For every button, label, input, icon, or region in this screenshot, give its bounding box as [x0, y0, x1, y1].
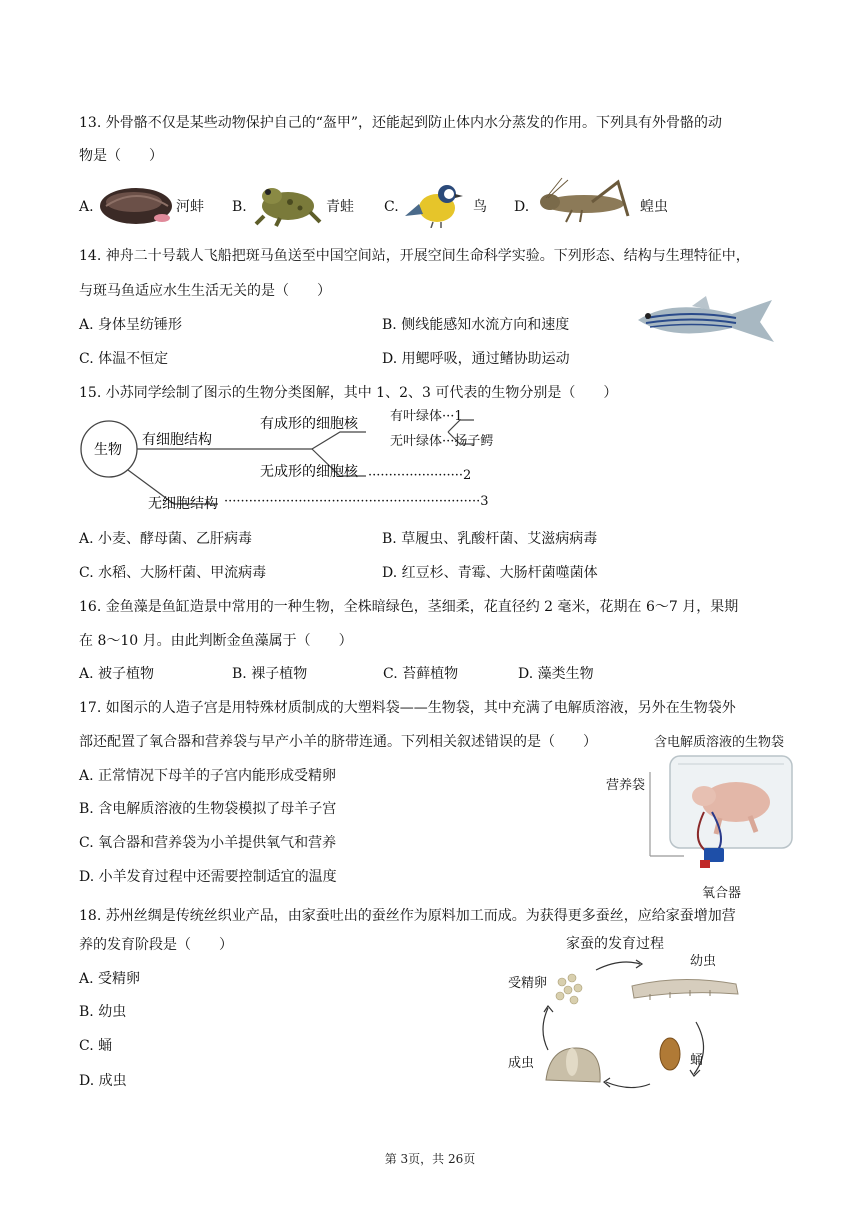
zebrafish-icon — [632, 292, 778, 346]
q18-option-c: C. 蛹 — [79, 1038, 113, 1054]
q18-option-b: B. 幼虫 — [79, 1004, 127, 1020]
q17-option-d: D. 小羊发育过程中还需要控制适宜的温度 — [79, 869, 337, 885]
q13-stem-line2: 物是（ ） — [79, 148, 163, 164]
q15-option-b: B. 草履虫、乳酸杆菌、艾滋病病毒 — [382, 531, 598, 547]
q13-option-c-text: 鸟 — [473, 199, 487, 215]
diagram-cellular: 有细胞结构 — [142, 432, 212, 448]
q16-option-d: D. 藻类生物 — [518, 666, 594, 682]
q15-option-d: D. 红豆杉、青霉、大肠杆菌噬菌体 — [382, 565, 598, 581]
diagram-chloro-label: 有叶绿体 — [390, 409, 443, 424]
bird-icon — [403, 178, 469, 228]
q17-oxygenator-label: 氧合器 — [702, 886, 742, 901]
q17-nutrient-label: 营养袋 — [606, 778, 646, 793]
q18-option-d: D. 成虫 — [79, 1073, 127, 1089]
q13-option-c-letter: C. — [384, 199, 399, 215]
silkworm-lifecycle-figure — [500, 950, 760, 1100]
diagram-root: 生物 — [94, 442, 122, 458]
q18-pupa-label: 蛹 — [690, 1053, 704, 1068]
q14-option-d: D. 用鳃呼吸，通过鳍协助运动 — [382, 351, 570, 367]
diagram-no-chloro-example: 扬子鳄 — [454, 434, 494, 449]
diagram-n3: 3 — [480, 494, 489, 509]
diagram-n2: 2 — [463, 468, 472, 483]
q16-option-b: B. 裸子植物 — [232, 666, 308, 682]
diagram-chloro: 有叶绿体···1 — [390, 409, 463, 424]
q18-figure-title: 家蚕的发育过程 — [566, 936, 664, 952]
q15-stem-line1: 15. 小苏同学绘制了图示的生物分类图解，其中 1、2、3 可代表的生物分别是（ ） — [79, 385, 618, 401]
q14-option-b: B. 侧线能感知水流方向和速度 — [382, 317, 570, 333]
q16-option-a: A. 被子植物 — [79, 666, 155, 682]
diagram-no-chloro-label: 无叶绿体 — [390, 434, 443, 449]
q16-option-c: C. 苔藓植物 — [383, 666, 459, 682]
diagram-dots-2: ·······················2 — [368, 468, 472, 483]
diagram-nucleus: 有成形的细胞核 — [260, 416, 358, 432]
q15-option-c: C. 水稻、大肠杆菌、甲流病毒 — [79, 565, 267, 581]
q13-option-d-text: 蝗虫 — [640, 199, 668, 215]
q18-option-a: A. 受精卵 — [79, 971, 141, 987]
q13-option-a-text: 河蚌 — [176, 199, 204, 215]
diagram-no-nucleus: 无成形的细胞核 — [260, 464, 358, 480]
q14-stem-line1: 14. 神舟二十号载人飞船把斑马鱼送至中国空间站，开展空间生命科学实验。下列形态、结构与生理特征中， — [79, 248, 750, 264]
artificial-womb-figure — [600, 752, 800, 884]
q18-larva-label: 幼虫 — [690, 954, 717, 969]
diagram-n1: 1 — [454, 409, 463, 424]
q13-option-b-letter: B. — [232, 199, 247, 215]
q14-option-c: C. 体温不恒定 — [79, 351, 169, 367]
q18-adult-label: 成虫 — [508, 1056, 535, 1071]
diagram-noncellular: 无细胞结构 — [148, 496, 218, 512]
q18-egg-label: 受精卵 — [508, 976, 548, 991]
q17-stem-line2: 部还配置了氧合器和营养袋与早产小羊的脐带连通。下列相关叙述错误的是（ ） — [79, 734, 597, 750]
grasshopper-icon — [532, 176, 636, 228]
frog-icon — [250, 178, 322, 228]
q13-option-d-letter: D. — [514, 199, 530, 215]
q14-stem-line2: 与斑马鱼适应水生生活无关的是（ ） — [79, 283, 331, 299]
q18-stem-line2: 养的发育阶段是（ ） — [79, 937, 233, 953]
q18-stem-line1: 18. 苏州丝绸是传统丝织业产品，由家蚕吐出的蚕丝作为原料加工而成。为获得更多蚕丝，应给家蚕增加营 — [79, 908, 736, 924]
clam-icon — [96, 180, 176, 228]
q13-option-a-letter: A. — [79, 199, 94, 215]
q14-option-a: A. 身体呈纺锤形 — [79, 317, 183, 333]
q17-option-a: A. 正常情况下母羊的子宫内能形成受精卵 — [79, 768, 337, 784]
q16-stem-line1: 16. 金鱼藻是鱼缸造景中常用的一种生物，全株暗绿色，茎细柔，花直径约 2 毫米，花期在 6～7 月，果期 — [79, 599, 739, 615]
q17-bag-label: 含电解质溶液的生物袋 — [654, 735, 785, 750]
q13-stem-line1: 13. 外骨骼不仅是某些动物保护自己的“盔甲”，还能起到防止体内水分蒸发的作用。下列具有外骨骼的动 — [79, 115, 723, 131]
page-footer: 第 3页，共 26页 — [384, 1152, 476, 1166]
q17-option-b: B. 含电解质溶液的生物袋模拟了母羊子宫 — [79, 801, 337, 817]
diagram-dots-3: ······························································3 — [224, 494, 489, 509]
q15-option-a: A. 小麦、酵母菌、乙肝病毒 — [79, 531, 253, 547]
q13-option-b-text: 青蛙 — [326, 199, 354, 215]
diagram-no-chloro: 无叶绿体···扬子鳄 — [390, 434, 494, 449]
q17-stem-line1: 17. 如图示的人造子宫是用特殊材质制成的大塑料袋——生物袋，其中充满了电解质溶液，另外在生物袋外 — [79, 700, 736, 716]
q17-option-c: C. 氧合器和营养袋为小羊提供氧气和营养 — [79, 835, 337, 851]
q16-stem-line2: 在 8～10 月。由此判断金鱼藻属于（ ） — [79, 633, 353, 649]
